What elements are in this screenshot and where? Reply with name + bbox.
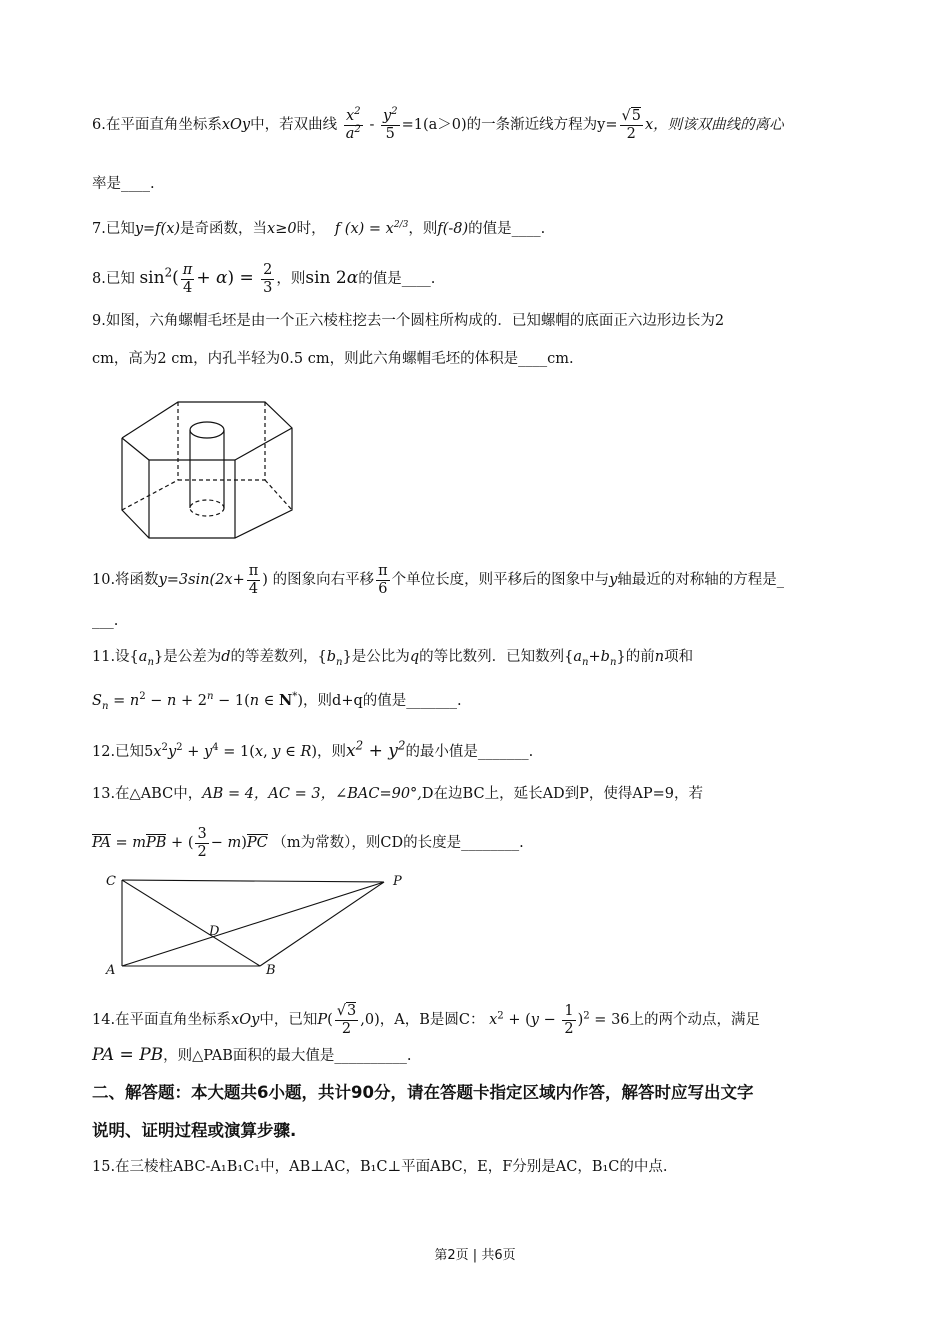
q8-frac-pi4: $\frac{\pi}{4}$: [182, 262, 193, 296]
label-P: P: [393, 874, 402, 889]
q7-f8: f(-8): [437, 221, 469, 237]
q7-text4: ，则: [408, 221, 438, 237]
q7-yfx: y=f(x): [134, 221, 181, 237]
q11-text4: }是公比为: [342, 649, 410, 665]
q11-text2: }是公差为: [153, 649, 222, 665]
question-12: 12.已知$5x^2y^2 + y^4 = 1(x$, y ∈ R)，则$x^2 + y^2$的最小值是_______.: [92, 738, 534, 761]
q12-text2: ，则: [317, 744, 347, 760]
q10-frac-pi4: $\frac{\pi}{4}$: [248, 563, 259, 597]
q6-continuation: 率是____.: [92, 176, 155, 192]
q7-text3: 时，: [296, 221, 326, 237]
q10-frac-pi6: $\frac{\pi}{6}$: [378, 563, 388, 597]
q13-vector-line: PA = mPB + ( $\frac{3}{2}$ − m)PC （m为常数），则CD的长度是________.: [92, 826, 524, 860]
q6-text3: =1(a＞0)的一条渐近线方程为y=: [401, 117, 618, 134]
q14-text4: 上的两个动点，满足: [629, 1012, 761, 1029]
q6-text4: x，则该双曲线的离心: [645, 117, 784, 134]
question-8: 8.已知 $\sin^2$( $\frac{\pi}{4}$ + α) = $\frac{2}{3}$ ，则sin 2α的值是____.: [92, 262, 436, 296]
q7-fx-formula: f $(x) = x^{2/3}$: [330, 220, 409, 237]
q11-d: d: [221, 649, 231, 665]
q8-text3: 的值是____.: [358, 271, 436, 288]
question-6: 6.在平面直角坐标系xOy中，若双曲线 $\frac{x^2}{a^2}$ - $\frac{y^2}{5}$ =1(a＞0)的一条渐近线方程为y= $\frac{√5}{2}$ x，则该双曲线的离心: [92, 106, 784, 142]
label-D: D: [209, 924, 220, 939]
q10-text4: 个单位长度，则平移后的图象中与: [391, 572, 610, 589]
q6-text: 6.在平面直角坐标系: [92, 117, 222, 134]
q14-text5: ，则△PAB面积的最大值是__________.: [163, 1048, 412, 1064]
q8-text2: ，则: [276, 271, 306, 288]
q10-continuation: ___.: [92, 613, 119, 629]
question-7: [92, 222, 545, 237]
q13-text3: D在边BC上，延长AD到P，使得AP=9，若: [421, 786, 704, 802]
q6-text2: 中，若双曲线: [250, 117, 338, 134]
q14-text1: 14.在平面直角坐标系: [92, 1012, 232, 1029]
q10-func: y=3sin(2x+: [158, 572, 245, 589]
section-2-heading-cont: 说明、证明过程或演算步骤.: [92, 1121, 297, 1140]
q6-frac-sqrt5: $\frac{√5}{2}$: [621, 108, 641, 142]
q11-text1: 11.设{: [92, 649, 139, 665]
q9-continuation: cm，高为2 cm，内孔半轻为0.5 cm，则此六角螺帽毛坯的体积是____cm.: [92, 351, 574, 367]
hex-nut-figure: [110, 390, 300, 540]
q14-text3: ，A，B是圆C：: [379, 1012, 485, 1029]
q10-text1: 10.将函数: [92, 572, 159, 589]
q11-s-end: ，则d+q的值是_______.: [303, 693, 462, 709]
q8-sin2: $\sin^2$(: [139, 265, 179, 289]
q7-xge0: x≥0: [267, 221, 297, 237]
q11-text6: }的前: [616, 649, 655, 665]
q8-sin2a: sin 2α: [305, 268, 359, 289]
q6-frac-x2a2: $\frac{x^2}{a^2}$: [345, 106, 361, 142]
q14-continuation: PA = PB，则△PAB面积的最大值是__________.: [92, 1045, 412, 1065]
page-footer: 第2页 | 共6页: [434, 1248, 516, 1263]
q7-text5: 的值是____.: [468, 221, 546, 237]
question-14: 14.在平面直角坐标系xOy中，已知P( $\frac{√3}{2}$ ,0)，A，B是圆C： $x^2 + (y$ − $\frac{1}{2}$ )$^2$ = 36上的两个动点，满足: [92, 1003, 761, 1037]
q8-frac-23: $\frac{2}{3}$: [263, 262, 273, 296]
q10-text5: 轴最近的对称轴的方程是_: [617, 572, 785, 589]
q11-q: q: [409, 649, 420, 665]
q14-text2: 中，已知: [259, 1012, 318, 1029]
q13-text4: （m为常数），则CD的长度是________.: [272, 835, 524, 852]
question-11: 11.设$\{a_n\}$是公差为d的等差数列，$\{b_n\}$是公比为q的等比数列．已知数列$\{a_n+b_n\}$的前n项和: [92, 649, 694, 668]
question-13: [92, 787, 703, 802]
question-10: [92, 563, 784, 597]
q11-text7: 项和: [664, 649, 694, 665]
question-15: 15.在三棱柱ABC-A₁B₁C₁中，AB⊥AC，B₁C⊥平面ABC，E，F分别是AC，B₁C的中点.: [92, 1159, 668, 1175]
question-9: 9.如图，六角螺帽毛坯是由一个正六棱柱挖去一个圆柱所构成的．已知螺帽的底面正六边形边长为2: [92, 313, 725, 329]
q11-text3: 的等差数列，{: [230, 649, 327, 665]
triangle-figure: [100, 868, 420, 980]
q13-text1: 13.在△ABC中，: [92, 786, 203, 802]
q11-text5: 的等比数列．已知数列{: [419, 649, 574, 665]
section-2-heading: 二、解答题：本大题共6小题，共计90分，请在答题卡指定区域内作答，解答时应写出文字: [92, 1083, 754, 1102]
q10-yaxis: y: [609, 572, 618, 589]
q10-text3: ) 的图象向右平移: [262, 572, 375, 589]
q12-text1: 12.已知: [92, 744, 145, 760]
q7-text2: 是奇函数，当: [180, 221, 268, 237]
q13-text2: AB = 4，AC = 3，∠BAC=90°,: [202, 786, 422, 802]
q6-frac-y25: $\frac{y^2}{5}$: [382, 106, 398, 142]
q11-an: a: [138, 649, 148, 665]
q12-text3: 的最小值是_______.: [405, 744, 534, 760]
label-B: B: [266, 963, 276, 978]
q8-text1: 8.已知: [92, 271, 135, 288]
q6-xoy: xOy: [221, 117, 251, 134]
label-A: A: [106, 963, 116, 978]
q11-sum-formula: $S_n = n^2 - n + 2^n - 1(n$ ∈ N*)，则d+q的值是_______.: [92, 691, 462, 712]
q7-text1: 7.已知: [92, 221, 135, 237]
q11-n: n: [654, 649, 665, 665]
label-C: C: [106, 874, 116, 889]
